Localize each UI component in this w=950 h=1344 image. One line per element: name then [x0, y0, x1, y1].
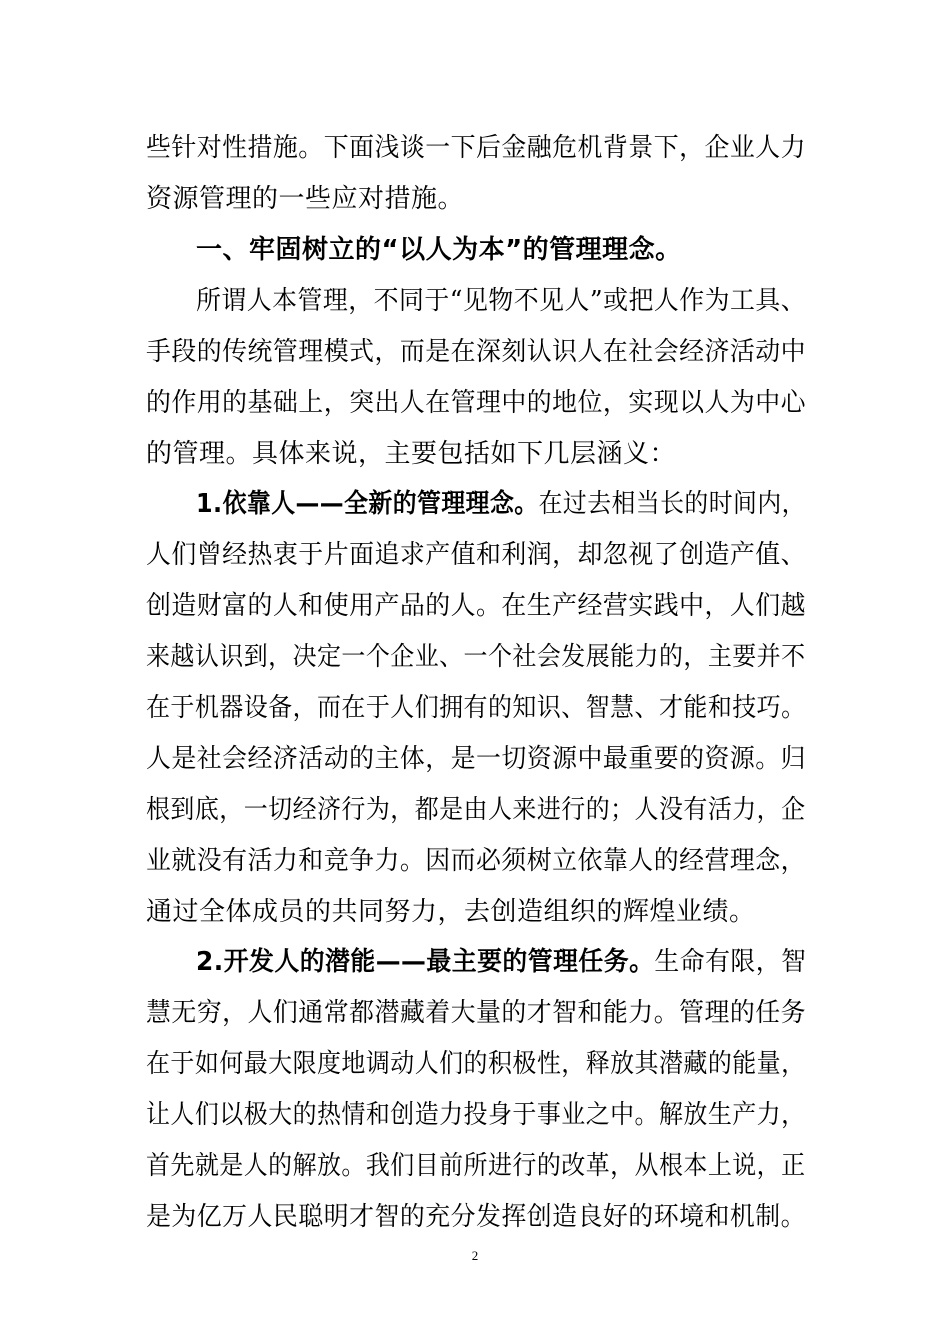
- text-segment: 业就没有活力和竞争力。因而必须树立依靠人的经营理念，: [146, 846, 807, 876]
- page-number: 2: [471, 1248, 479, 1263]
- text-segment: 生命有限，智: [654, 947, 807, 977]
- text-line: [196, 286, 806, 316]
- text-line: [146, 693, 806, 723]
- text-segment: 来越认识到，决定一个企业、一个社会发展能力的，主要并不: [146, 642, 806, 672]
- text-segment: 人是社会经济活动的主体，是一切资源中最重要的资源。归: [146, 744, 807, 774]
- text-line: [146, 795, 806, 825]
- text-line: [146, 439, 676, 469]
- text-segment: 是为亿万人民聪明才智的充分发挥创造良好的环境和机制。: [146, 1202, 807, 1232]
- heading-text: 一、牢固树立的“以人为本”的管理理念。: [196, 235, 682, 265]
- text-line: [146, 133, 806, 163]
- text-segment: 首先就是人的解放。我们目前所进行的改革，从根本上说，正: [146, 1151, 806, 1181]
- text-segment: 的作用的基础上，突出人在管理中的地位，实现以人为中心: [146, 388, 807, 418]
- text-line: [146, 388, 806, 418]
- text-segment: 在于机器设备，而在于人们拥有的知识、智慧、才能和技巧。: [146, 693, 806, 723]
- text-line: [146, 591, 806, 621]
- text-segment: 手段的传统管理模式，而是在深刻认识人在社会经济活动中: [146, 337, 807, 367]
- text-segment: 在过去相当长的时间内，: [538, 489, 806, 519]
- text-line: [146, 642, 806, 672]
- subheading-line: [196, 489, 806, 519]
- subheading-line: [196, 947, 806, 977]
- text-line: [146, 846, 806, 876]
- text-line: [146, 897, 756, 927]
- text-segment: 的管理。具体来说，主要包括如下几层涵义：: [146, 439, 677, 469]
- text-segment: 通过全体成员的共同努力，去创造组织的辉煌业绩。: [146, 897, 756, 927]
- text-segment: 慧无穷，人们通常都潜藏着大量的才智和能力。管理的任务: [146, 998, 807, 1028]
- text-segment: 人们曾经热衷于片面追求产值和利润，却忽视了创造产值、: [146, 540, 807, 570]
- text-segment: 根到底，一切经济行为，都是由人来进行的；人没有活力，企: [146, 795, 806, 825]
- subheading-text: 1.依靠人——全新的管理理念。: [196, 489, 539, 519]
- text-segment: 资源管理的一些应对措施。: [146, 184, 465, 214]
- text-line: [146, 1100, 806, 1130]
- text-line: [146, 1202, 806, 1232]
- text-segment: 些针对性措施。下面浅谈一下后金融危机背景下，企业人力: [146, 133, 807, 163]
- subheading-text: 2.开发人的潜能——最主要的管理任务。: [196, 947, 655, 977]
- text-line: [146, 337, 806, 367]
- text-line: [146, 998, 806, 1028]
- text-line: [146, 540, 806, 570]
- text-segment: 创造财富的人和使用产品的人。在生产经营实践中，人们越: [146, 591, 807, 621]
- text-line: [146, 744, 806, 774]
- text-segment: 让人们以极大的热情和创造力投身于事业之中。解放生产力，: [146, 1100, 806, 1130]
- text-line: [146, 1049, 806, 1079]
- text-segment: 所谓人本管理，不同于“见物不见人”或把人作为工具、: [196, 286, 807, 316]
- section-heading: [196, 235, 682, 265]
- text-line: [146, 184, 464, 214]
- text-line: [146, 1151, 806, 1181]
- text-segment: 在于如何最大限度地调动人们的积极性，释放其潜藏的能量，: [146, 1049, 806, 1079]
